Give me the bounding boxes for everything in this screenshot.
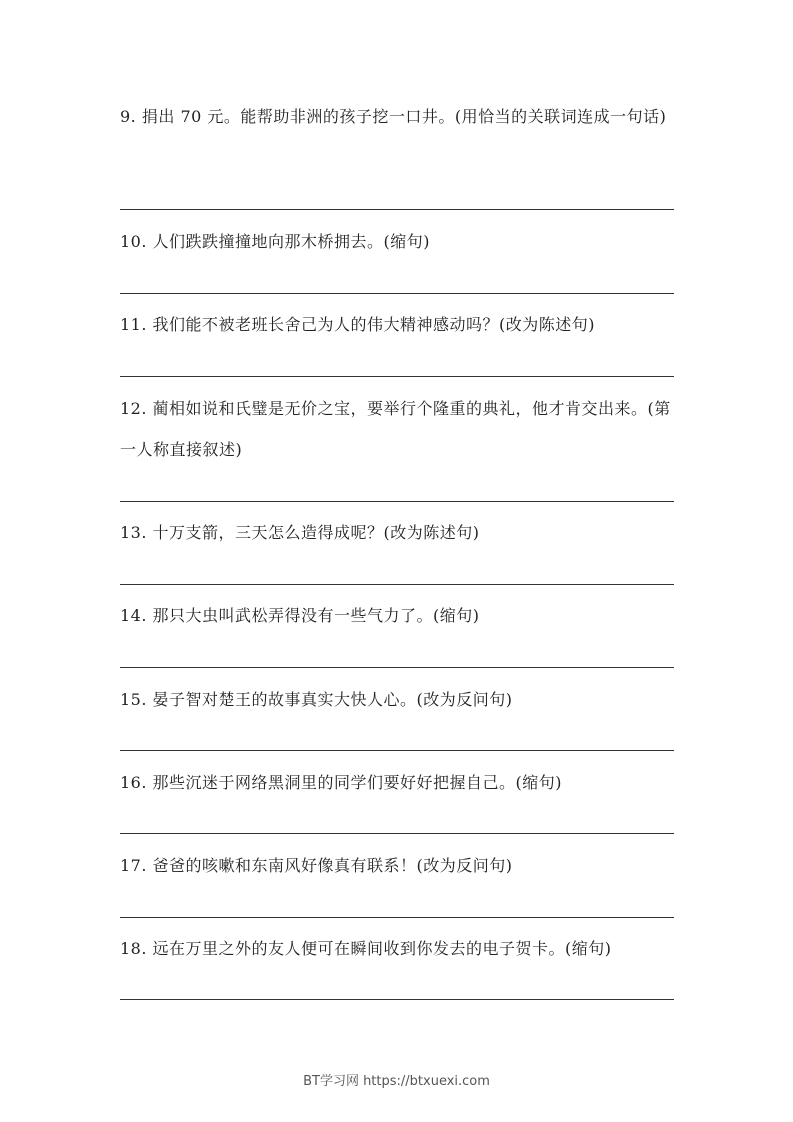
question-15: 15. 晏子智对楚王的故事真实大快人心。(改为反问句) bbox=[120, 690, 513, 709]
answer-line-10 bbox=[120, 293, 674, 294]
answer-line-18 bbox=[120, 999, 674, 1000]
footer-site-link[interactable]: BT学习网 https://btxuexi.com bbox=[303, 1074, 490, 1089]
question-16: 16. 那些沉迷于网络黑洞里的同学们要好好把握自己。(缩句) bbox=[120, 773, 563, 792]
question-17: 17. 爸爸的咳嗽和东南风好像真有联系！(改为反问句) bbox=[120, 856, 513, 875]
answer-line-14 bbox=[120, 667, 674, 668]
answer-line-9 bbox=[120, 209, 674, 210]
question-18: 18. 远在万里之外的友人便可在瞬间收到你发去的电子贺卡。(缩句) bbox=[120, 939, 612, 958]
question-10: 10. 人们跌跌撞撞地向那木桥拥去。(缩句) bbox=[120, 232, 431, 251]
question-9: 9. 捐出 70 元。能帮助非洲的孩子挖一口井。(用恰当的关联词连成一句话) bbox=[120, 107, 667, 126]
question-14: 14. 那只大虫叫武松弄得没有一些气力了。(缩句) bbox=[120, 606, 480, 625]
answer-line-12 bbox=[120, 501, 674, 502]
question-12: 12. 蔺相如说和氏璧是无价之宝，要举行个隆重的典礼，他才肯交出来。(第一人称直接叙述) bbox=[120, 399, 671, 459]
answer-line-17 bbox=[120, 917, 674, 918]
answer-line-16 bbox=[120, 833, 674, 834]
question-13: 13. 十万支箭，三天怎么造得成呢？(改为陈述句) bbox=[120, 523, 480, 542]
question-11: 11. 我们能不被老班长舍己为人的伟大精神感动吗？(改为陈述句) bbox=[120, 315, 596, 334]
answer-line-13 bbox=[120, 584, 674, 585]
answer-line-11 bbox=[120, 376, 674, 377]
answer-line-15 bbox=[120, 750, 674, 751]
